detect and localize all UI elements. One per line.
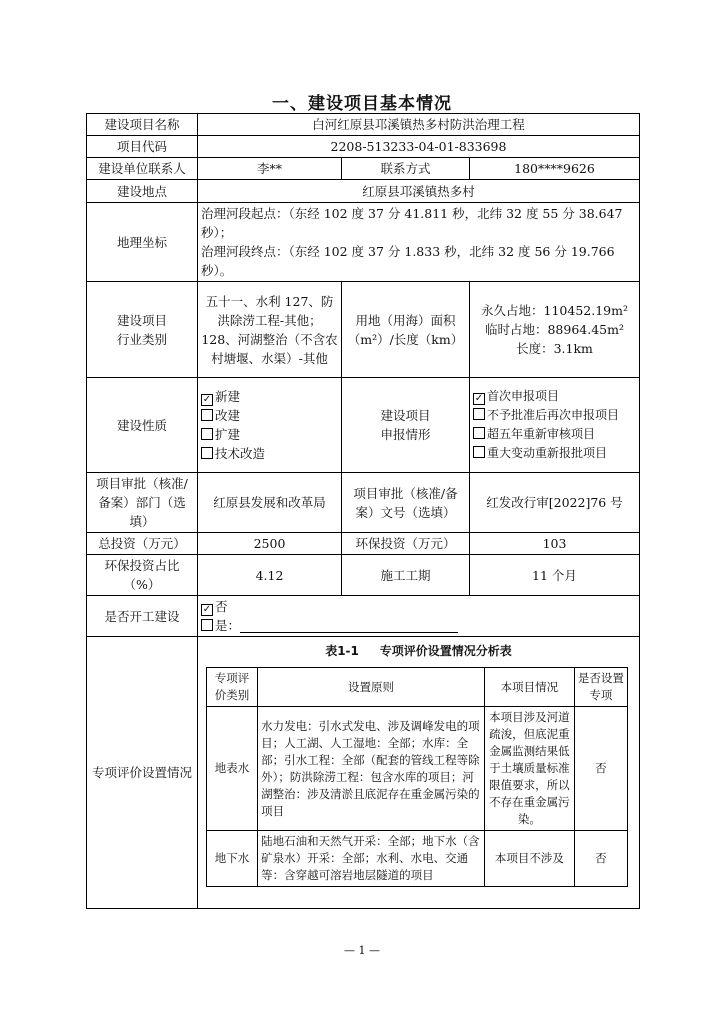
label-started: 是否开工建设	[87, 596, 198, 637]
value-location: 红原县邛溪镇热多村	[198, 180, 640, 203]
checkbox-icon[interactable]	[473, 446, 485, 458]
checkbox-icon[interactable]	[201, 619, 213, 631]
basic-info-table	[86, 113, 640, 909]
inner-situation: 本项目涉及河道疏浚，但底泥重金属监测结果低于土壤质量标准限值要求，所以不存在重金属污染。	[484, 707, 574, 831]
label-approval-no: 项目审批（核准/备案）文号（选填）	[342, 473, 470, 533]
checkbox-icon[interactable]	[201, 447, 213, 459]
declare-option[interactable]: 不予批准后再次申报项目	[473, 406, 636, 425]
value-contact: 李**	[198, 158, 342, 180]
started-no-option[interactable]: ✓ 否	[202, 599, 228, 615]
inner-setting: 否	[574, 707, 627, 831]
inner-principle: 水力发电：引水式发电、涉及调峰发电的项目；人工湖、人工湿地：全部；水库：全部；引水工程：全部（配套的管线工程等除外）；防洪除涝工程：包含水库的项目；河湖整治：涉及清淤且底泥存在重金属污染的项目	[258, 707, 485, 831]
declare-options	[470, 378, 640, 473]
label-special: 专项评价设置情况	[87, 637, 198, 909]
checkbox-icon[interactable]	[473, 427, 485, 439]
inner-category: 地下水	[207, 831, 258, 887]
label-nature: 建设性质	[87, 378, 198, 473]
value-project-name: 白河红原县邛溪镇热多村防洪治理工程	[198, 114, 640, 136]
value-industry: 五十一、水利 127、防洪除涝工程-其他；128、河湖整治（不含农村塘堰、水渠）-其他	[198, 282, 342, 378]
value-env-invest: 103	[470, 533, 640, 555]
special-eval-table	[206, 667, 628, 887]
page-number: — 1 —	[344, 944, 380, 957]
table-row	[207, 707, 628, 831]
checkbox-checked-icon[interactable]: ✓	[202, 394, 212, 405]
nature-option[interactable]: 改建	[201, 406, 338, 425]
inner-header: 本项目情况	[484, 668, 574, 707]
label-declare: 建设项目 申报情形	[342, 378, 470, 473]
checkbox-checked-icon[interactable]: ✓	[474, 393, 484, 404]
label-phone: 联系方式	[342, 158, 470, 180]
value-period: 11 个月	[470, 555, 640, 596]
label-env-ratio: 环保投资占比（%）	[87, 555, 198, 596]
inner-setting: 否	[574, 831, 627, 887]
label-project-code: 项目代码	[87, 136, 198, 158]
inner-header: 设置原则	[258, 668, 485, 707]
value-project-code: 2208-513233-04-01-833698	[198, 136, 640, 158]
value-started	[198, 596, 640, 637]
table-row	[207, 831, 628, 887]
area-temporary: 临时占地：88964.45m²	[484, 322, 624, 337]
checkbox-icon[interactable]	[201, 428, 213, 440]
label-approval-dept: 项目审批（核准/备案）部门（选填）	[87, 473, 198, 533]
label-industry: 建设项目 行业类别	[87, 282, 198, 378]
inner-situation: 本项目不涉及	[484, 831, 574, 887]
declare-option[interactable]: 超五年重新审核项目	[473, 425, 636, 444]
area-permanent: 永久占地：110452.19m²	[481, 303, 628, 318]
page-title: 一、建设项目基本情况	[272, 94, 452, 114]
value-coords	[198, 203, 640, 282]
value-phone: 180****9626	[470, 158, 640, 180]
nature-option[interactable]: ✓ 新建	[202, 389, 241, 405]
special-eval-cell	[198, 637, 640, 909]
inner-header: 是否设置专项	[574, 668, 627, 707]
declare-option[interactable]: 重大变动重新报批项目	[473, 444, 636, 463]
label-coords: 地理坐标	[87, 203, 198, 282]
blank-underline	[240, 620, 458, 633]
checkbox-icon[interactable]	[473, 408, 485, 420]
declare-option[interactable]: ✓ 首次申报项目	[474, 389, 560, 404]
checkbox-checked-icon[interactable]: ✓	[202, 604, 212, 615]
inner-header: 专项评价类别	[207, 668, 258, 707]
value-approval-dept: 红原县发展和改革局	[198, 473, 342, 533]
area-length: 长度：3.1km	[516, 341, 593, 356]
label-contact: 建设单位联系人	[87, 158, 198, 180]
nature-options	[198, 378, 342, 473]
inner-category: 地表水	[207, 707, 258, 831]
label-location: 建设地点	[87, 180, 198, 203]
coords-end: 治理河段终点：（东经 102 度 37 分 1.833 秒，北纬 32 度 56 分 19.766 秒）。	[201, 244, 615, 278]
checkbox-icon[interactable]	[201, 409, 213, 421]
nature-option[interactable]: 扩建	[201, 425, 338, 444]
started-yes-option[interactable]: 是：	[201, 616, 636, 635]
label-period: 施工工期	[342, 555, 470, 596]
value-approval-no: 红发改行审[2022]76 号	[470, 473, 640, 533]
value-env-ratio: 4.12	[198, 555, 342, 596]
value-area	[470, 282, 640, 378]
label-project-name: 建设项目名称	[87, 114, 198, 136]
label-total-invest: 总投资（万元）	[87, 533, 198, 555]
nature-option[interactable]: 技术改造	[201, 444, 338, 463]
label-env-invest: 环保投资（万元）	[342, 533, 470, 555]
value-total-invest: 2500	[198, 533, 342, 555]
label-area: 用地（用海）面积（m²）/长度（km）	[342, 282, 470, 378]
coords-start: 治理河段起点：（东经 102 度 37 分 41.811 秒，北纬 32 度 55 分 38.647 秒）；	[201, 206, 623, 240]
inner-table-caption: 表1-1 专项评价设置情况分析表	[325, 644, 512, 658]
inner-principle: 陆地石油和天然气开采：全部；地下水（含矿泉水）开采：全部；水利、水电、交通等：含穿越可溶岩地层隧道的项目	[258, 831, 485, 887]
